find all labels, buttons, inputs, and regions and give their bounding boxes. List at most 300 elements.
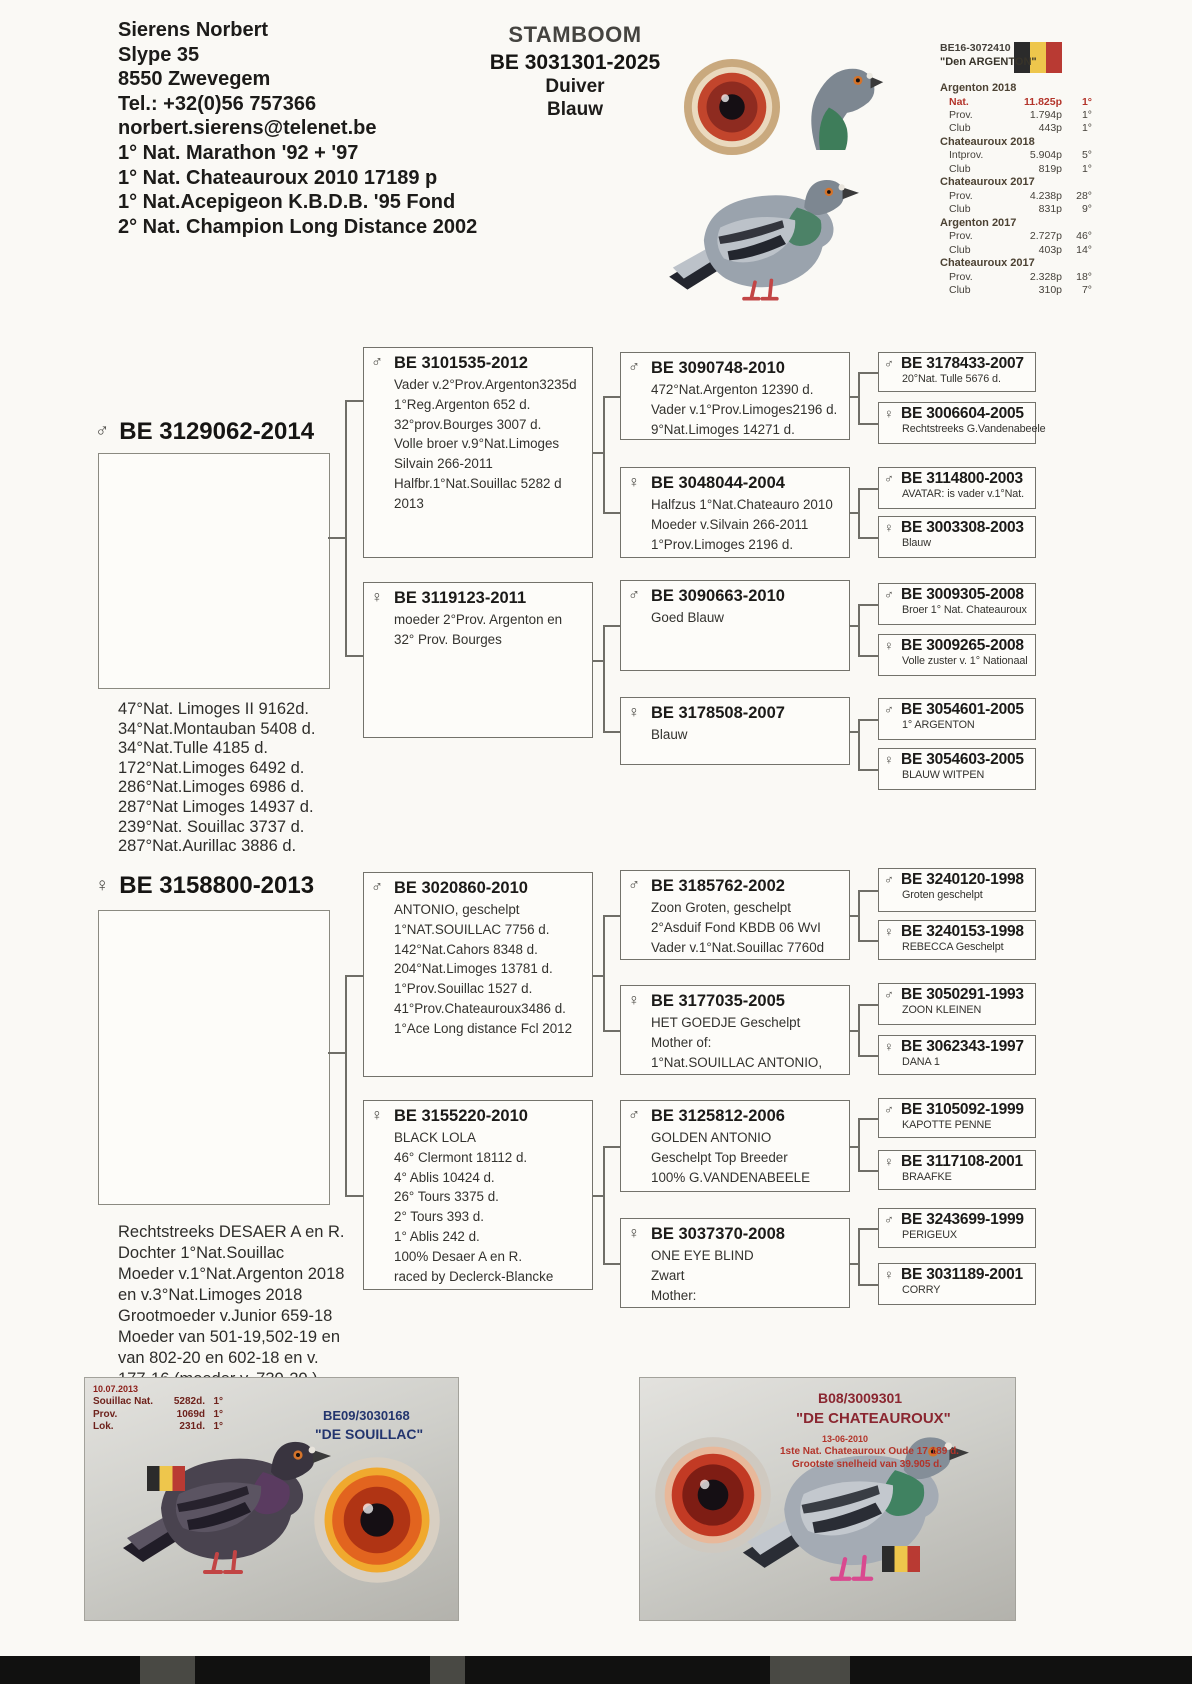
pigeon-head-photo — [792, 46, 884, 150]
result-count: 11.825p — [1024, 95, 1062, 108]
female-icon: ♀ — [371, 589, 383, 606]
subject-sex: Duiver — [545, 76, 605, 97]
ring-number: BE 3031189-2001 — [901, 1266, 1023, 1283]
female-icon: ♀ — [95, 875, 110, 896]
ring-number: BE 3048044-2004 — [651, 474, 785, 492]
sire-result-line: 47°Nat. Limoges II 9162d. — [118, 700, 309, 718]
result-label: Club — [949, 203, 971, 216]
male-icon: ♂ — [884, 987, 894, 1002]
pedigree-info-line: Goed Blauw — [651, 610, 724, 625]
pedigree-info-line: BRAAFKE — [902, 1171, 952, 1183]
race-date: 13-06-2010 — [822, 1434, 869, 1444]
pedigree-connector-line — [858, 604, 860, 655]
pedigree-info-line: 1°Reg.Argenton 652 d. — [394, 396, 531, 412]
result-rank: 7° — [1081, 284, 1092, 297]
pedigree-info-line: 2° Tours 393 d. — [394, 1209, 484, 1225]
pedigree-connector-line — [328, 1052, 345, 1054]
pedigree-box-BE-3105092-1999 — [878, 1098, 1036, 1138]
pedigree-box-BE-3048044-2004 — [620, 467, 850, 558]
pedigree-info-line: Rechtstreeks G.Vandenabeele — [902, 423, 1046, 435]
pedigree-info-line: 1°Prov.Souillac 1527 d. — [394, 981, 533, 997]
pedigree-info-line: 100% G.VANDENABEELE — [651, 1169, 811, 1185]
race-result-row — [93, 1421, 223, 1434]
pedigree-info-line: Halfzus 1°Nat.Chateauro 2010 — [651, 497, 833, 512]
male-icon: ♂ — [628, 1107, 640, 1124]
photo-pigeon-name: "DE CHATEAUROUX" — [796, 1410, 951, 1427]
male-icon: ♂ — [884, 872, 894, 887]
race-result-row — [93, 1409, 223, 1422]
pedigree-info-line: Geschelpt Top Breeder — [651, 1149, 788, 1165]
result-label: Nat. — [949, 95, 969, 108]
ring-number: BE 3105092-1999 — [901, 1101, 1024, 1118]
pedigree-box-BE-3240120-1998 — [878, 868, 1036, 912]
pigeon-eye-photo — [683, 58, 781, 156]
result-row — [940, 203, 1092, 216]
pedigree-box-BE-3177035-2005 — [620, 985, 850, 1075]
pedigree-info-line: Silvain 266-2011 — [394, 456, 493, 472]
male-icon: ♂ — [884, 471, 894, 486]
pedigree-info-line: 142°Nat.Cahors 8348 d. — [394, 941, 538, 957]
pedigree-box-BE-3117108-2001 — [878, 1150, 1036, 1190]
pedigree-connector-line — [858, 655, 878, 657]
pedigree-box-BE-3009265-2008 — [878, 634, 1036, 676]
pedigree-connector-line — [850, 915, 858, 917]
female-icon: ♀ — [628, 992, 640, 1009]
scan-edge-notch — [140, 1656, 195, 1684]
pedigree-connector-line — [603, 915, 620, 917]
owner-phone: Tel.: +32(0)56 757366 — [118, 92, 317, 115]
subject-ring-number: BE 3031301-2025 — [489, 51, 661, 74]
result-label: Club — [949, 122, 971, 135]
dam-ring-label — [95, 872, 314, 900]
result-count: 310p — [1038, 284, 1062, 297]
dam-note-line: Moeder v.1°Nat.Argenton 2018 — [118, 1265, 345, 1283]
male-icon: ♂ — [884, 356, 894, 371]
pedigree-connector-line — [593, 452, 603, 454]
sire-result-line: 287°Nat.Aurillac 3886 d. — [118, 837, 297, 856]
pedigree-connector-line — [603, 1030, 620, 1032]
result-count: 1.794p — [1029, 109, 1062, 121]
sire-ring-label — [95, 418, 314, 446]
pedigree-info-line: BLACK LOLA — [394, 1130, 476, 1145]
dam-note-line: Dochter 1°Nat.Souillac — [118, 1244, 285, 1262]
pedigree-connector-line — [858, 1118, 878, 1120]
race-result-row — [93, 1396, 223, 1409]
female-icon: ♀ — [628, 474, 640, 491]
male-icon: ♂ — [628, 359, 640, 376]
male-icon: ♂ — [884, 1212, 894, 1227]
pedigree-box-BE-3125812-2006 — [620, 1100, 850, 1192]
pedigree-connector-line — [858, 1004, 878, 1006]
pedigree-info-line: 32° Prov. Bourges — [394, 631, 502, 647]
belgian-flag-icon — [147, 1466, 185, 1491]
result-section-title: Argenton 2017 — [940, 216, 1017, 229]
pedigree-box-BE-3062343-1997 — [878, 1035, 1036, 1075]
result-section-title: Chateauroux 2017 — [940, 257, 1035, 270]
pedigree-info-line: ANTONIO, geschelpt — [394, 902, 520, 917]
result-count: 2.328p — [1029, 270, 1062, 283]
result-row — [940, 190, 1092, 203]
female-icon: ♀ — [884, 924, 894, 939]
featured-results-table — [940, 82, 1092, 297]
dam-note-line: van 802-20 en 602-18 en v. — [118, 1349, 319, 1367]
ring-number: BE 3119123-2011 — [394, 589, 527, 607]
result-row — [940, 163, 1092, 176]
sire-result-line: 172°Nat.Limoges 6492 d. — [118, 758, 305, 777]
pedigree-info-line: 1° ARGENTON — [902, 719, 975, 731]
pedigree-info-line: 1°Prov.Limoges 2196 d. — [651, 536, 794, 552]
result-label: Club — [949, 162, 971, 175]
sire-notes — [118, 700, 315, 857]
result-row — [940, 122, 1092, 135]
male-icon: ♂ — [628, 587, 640, 604]
pedigree-info-line: KAPOTTE PENNE — [902, 1119, 992, 1131]
pedigree-info-line: 1° Ablis 242 d. — [394, 1228, 480, 1244]
owner-achievements — [118, 141, 477, 239]
pedigree-box-BE-3119123-2011 — [363, 582, 593, 738]
race-result-line: Grootste snelheid van 39.905 d. — [792, 1459, 943, 1470]
pedigree-connector-line — [345, 400, 347, 655]
owner-block — [118, 18, 477, 239]
ring-number: BE 3003308-2003 — [901, 519, 1024, 536]
pedigree-info-line: Vader v.1°Prov.Limoges2196 d. — [651, 401, 838, 417]
owner-email: norbert.sierens@telenet.be — [118, 117, 377, 140]
pedigree-connector-line — [858, 1228, 878, 1230]
pedigree-connector-line — [345, 975, 347, 1195]
pedigree-box-BE-3185762-2002 — [620, 870, 850, 960]
pedigree-connector-line — [858, 537, 878, 539]
pedigree-info-line: 32°prov.Bourges 3007 d. — [394, 416, 542, 432]
pedigree-info-line: Blauw — [902, 537, 931, 549]
pedigree-info-line: ZOON KLEINEN — [902, 1004, 982, 1016]
owner-street: Slype 35 — [118, 43, 200, 66]
pedigree-box-BE-3031189-2001 — [878, 1263, 1036, 1305]
pedigree-info-line: AVATAR: is vader v.1°Nat. — [902, 488, 1025, 500]
pedigree-box-BE-3114800-2003 — [878, 467, 1036, 509]
result-rank: 1° — [1081, 95, 1092, 108]
result-count: 819p — [1038, 162, 1062, 175]
owner-city: 8550 Zwevegem — [118, 68, 271, 91]
pedigree-connector-line — [850, 1263, 858, 1265]
pedigree-box-BE-3243699-1999 — [878, 1208, 1036, 1248]
featured-pigeon-name: "Den ARGENTON" — [940, 56, 1037, 68]
ring-number: BE 3114800-2003 — [901, 470, 1023, 487]
pedigree-info-line: Mother: — [651, 1287, 697, 1303]
sire-result-line: 34°Nat.Tulle 4185 d. — [118, 739, 268, 758]
result-rank: 18° — [1076, 270, 1092, 283]
ring-number: BE 3178508-2007 — [651, 704, 785, 722]
result-rank: 5° — [1081, 149, 1092, 162]
pedigree-box-BE-3101535-2012 — [363, 347, 593, 558]
pedigree-info-line: DANA 1 — [902, 1056, 940, 1068]
pedigree-box-BE-3090663-2010 — [620, 580, 850, 671]
ring-number: BE 3177035-2005 — [651, 992, 785, 1010]
pedigree-box-BE-3009305-2008 — [878, 583, 1036, 625]
male-icon: ♂ — [884, 1102, 894, 1117]
ring-number: BE 3050291-1993 — [901, 986, 1024, 1003]
pedigree-info-line: Halfbr.1°Nat.Souillac 5282 d — [394, 475, 562, 491]
pedigree-info-line: Zwart — [651, 1267, 685, 1283]
sire-photo-placeholder — [98, 453, 330, 689]
race-result-line: 1ste Nat. Chateauroux Oude 17 189 d. — [780, 1446, 959, 1457]
result-section-title: Argenton 2018 — [940, 82, 1017, 94]
pedigree-connector-line — [858, 890, 878, 892]
pedigree-connector-line — [603, 396, 620, 398]
pedigree-connector-line — [858, 1055, 878, 1057]
ring-number: BE 3178433-2007 — [901, 355, 1024, 372]
dam-notes — [118, 1222, 345, 1390]
race-date: 10.07.2013 — [93, 1384, 139, 1394]
dam-photo-placeholder — [98, 910, 330, 1205]
pedigree-connector-line — [345, 975, 363, 977]
result-row — [940, 96, 1092, 109]
pedigree-box-BE-3054603-2005 — [878, 748, 1036, 790]
result-row — [940, 149, 1092, 162]
pedigree-connector-line — [858, 1228, 860, 1284]
pedigree-info-line: 46° Clermont 18112 d. — [394, 1149, 528, 1165]
pedigree-box-BE-3003308-2003 — [878, 516, 1036, 558]
race-result-cell: Souillac Nat. — [93, 1396, 154, 1407]
photo-de-chateauroux — [640, 1378, 1015, 1620]
pigeon-photo — [656, 160, 874, 306]
featured-ring-number: BE16-3072410 — [940, 42, 1011, 54]
female-icon: ♀ — [884, 406, 894, 421]
ring-number: BE 3125812-2006 — [651, 1107, 785, 1125]
male-icon: ♂ — [884, 702, 894, 717]
dam-note-line: Moeder van 501-19,502-19 en — [118, 1328, 340, 1346]
pedigree-info-line: 204°Nat.Limoges 13781 d. — [394, 961, 553, 977]
result-rank: 1° — [1081, 122, 1092, 135]
ring-number: BE 3117108-2001 — [901, 1153, 1023, 1170]
pedigree-info-line: GOLDEN ANTONIO — [651, 1130, 772, 1145]
pedigree-connector-line — [603, 915, 605, 1030]
result-label: Prov. — [949, 109, 973, 121]
race-result-cell: 1069d — [176, 1408, 205, 1420]
sire-result-line: 34°Nat.Montauban 5408 d. — [118, 719, 316, 738]
ring-number: BE 3037370-2008 — [651, 1225, 785, 1243]
sire-result-line: 239°Nat. Souillac 3737 d. — [118, 817, 305, 836]
pedigree-info-line: Broer 1° Nat. Chateauroux — [902, 604, 1027, 616]
ring-number: BE 3129062-2014 — [119, 418, 315, 445]
race-result-cell: 231d. — [179, 1421, 205, 1432]
female-icon: ♀ — [628, 1225, 640, 1242]
pedigree-connector-line — [603, 731, 620, 733]
pedigree-info-line: Zoon Groten, geschelpt — [651, 900, 791, 915]
pedigree-connector-line — [345, 400, 363, 402]
result-label: Intprov. — [949, 149, 984, 162]
ring-number: BE 3054601-2005 — [901, 701, 1024, 718]
sire-result-line: 287°Nat Limoges 14937 d. — [118, 797, 314, 816]
race-result-cell: 1° — [213, 1408, 223, 1420]
pedigree-info-line: Vader v.2°Prov.Argenton3235d — [394, 377, 577, 392]
result-count: 831p — [1038, 203, 1062, 216]
pedigree-info-line: 26° Tours 3375 d. — [394, 1189, 499, 1205]
pedigree-info-line: Moeder v.Silvain 266-2011 — [651, 516, 809, 532]
subject-color: Blauw — [547, 99, 603, 120]
pedigree-connector-line — [603, 512, 620, 514]
ring-number: BE 3009265-2008 — [901, 637, 1024, 654]
pedigree-connector-line — [850, 731, 858, 733]
photo-ring-number: B08/3009301 — [818, 1390, 903, 1406]
pedigree-info-line: Vader v.1°Nat.Souillac 7760d — [651, 939, 825, 955]
pedigree-info-line: 1°Nat.SOUILLAC ANTONIO, — [651, 1054, 823, 1070]
female-icon: ♀ — [884, 1039, 894, 1054]
race-result-cell: Lok. — [93, 1421, 114, 1432]
race-result-cell: 5282d. — [173, 1396, 205, 1407]
female-icon: ♀ — [884, 638, 894, 653]
pedigree-connector-line — [850, 396, 858, 398]
result-row — [940, 109, 1092, 122]
owner-achievement-line: 1° Nat.Acepigeon K.B.D.B. '95 Fond — [118, 191, 456, 214]
photo-pigeon-name: "DE SOUILLAC" — [315, 1426, 424, 1442]
pigeon-eye-closeup — [654, 1436, 772, 1554]
photo-results-overlay — [93, 1384, 223, 1434]
result-count: 5.904p — [1029, 149, 1062, 162]
title-block — [430, 22, 720, 121]
scan-edge-strip — [0, 1656, 1192, 1684]
pedigree-connector-line — [593, 975, 603, 977]
result-row — [940, 271, 1092, 284]
pedigree-info-line: 472°Nat.Argenton 12390 d. — [651, 382, 814, 397]
result-rank: 14° — [1076, 243, 1092, 256]
pedigree-box-BE-3054601-2005 — [878, 698, 1036, 740]
pedigree-connector-line — [850, 512, 858, 514]
pedigree-connector-line — [858, 719, 860, 769]
pedigree-info-line: 2013 — [394, 495, 424, 511]
pedigree-info-line: 1°NAT.SOUILLAC 7756 d. — [394, 921, 550, 937]
result-row — [940, 230, 1092, 243]
pedigree-connector-line — [850, 1030, 858, 1032]
female-icon: ♀ — [628, 704, 640, 721]
pedigree-info-line: HET GOEDJE Geschelpt — [651, 1015, 801, 1030]
pedigree-info-line: raced by Declerck-Blancke — [394, 1268, 554, 1284]
result-row — [940, 284, 1092, 297]
female-icon: ♀ — [884, 1154, 894, 1169]
dark-pigeon-photo — [113, 1416, 343, 1584]
pedigree-connector-line — [858, 940, 878, 942]
ring-number: BE 3155220-2010 — [394, 1107, 528, 1125]
dam-note-line: en v.3°Nat.Limoges 2018 — [118, 1286, 303, 1304]
pedigree-info-line: 20°Nat. Tulle 5676 d. — [902, 373, 1001, 385]
result-label: Club — [949, 284, 971, 297]
pedigree-box-BE-3050291-1993 — [878, 983, 1036, 1025]
scan-edge-notch — [430, 1656, 465, 1684]
pedigree-info-line: 2°Asduif Fond KBDB 06 WvI — [651, 919, 821, 935]
pedigree-connector-line — [858, 372, 860, 423]
result-rank: 46° — [1076, 230, 1092, 243]
pedigree-info-line: ONE EYE BLIND — [651, 1248, 754, 1263]
pedigree-box-BE-3178433-2007 — [878, 352, 1036, 392]
belgian-flag-icon — [882, 1546, 920, 1572]
pedigree-box-BE-3178508-2007 — [620, 697, 850, 765]
pedigree-connector-line — [858, 604, 878, 606]
ring-number: BE 3185762-2002 — [651, 877, 785, 895]
pedigree-box-BE-3155220-2010 — [363, 1100, 593, 1290]
ring-number: BE 3243699-1999 — [901, 1211, 1024, 1228]
pedigree-connector-line — [858, 1118, 860, 1170]
sire-result-line: 286°Nat.Limoges 6986 d. — [118, 778, 305, 797]
pedigree-connector-line — [858, 719, 878, 721]
pedigree-connector-line — [603, 1146, 620, 1148]
pedigree-connector-line — [858, 1004, 860, 1055]
result-section-title: Chateauroux 2018 — [940, 135, 1035, 148]
female-icon: ♀ — [884, 752, 894, 767]
pedigree-connector-line — [603, 396, 605, 512]
pedigree-info-line: 41°Prov.Chateauroux3486 d. — [394, 1000, 566, 1016]
pedigree-info-line: Groten geschelpt — [902, 889, 983, 901]
pedigree-info-line: 1°Ace Long distance Fcl 2012 — [394, 1020, 573, 1036]
ring-number: BE 3090748-2010 — [651, 359, 785, 377]
pedigree-info-line: 100% Desaer A en R. — [394, 1248, 523, 1264]
pedigree-connector-line — [858, 890, 860, 940]
pedigree-connector-line — [858, 372, 878, 374]
result-count: 443p — [1038, 122, 1062, 135]
result-rank: 28° — [1076, 189, 1092, 202]
pedigree-connector-line — [858, 488, 878, 490]
result-rank: 1° — [1081, 109, 1092, 121]
pedigree-info-line: Volle broer v.9°Nat.Limoges — [394, 436, 560, 452]
pedigree-info-line: moeder 2°Prov. Argenton en — [394, 612, 563, 627]
ring-number: BE 3006604-2005 — [901, 405, 1024, 422]
ring-number: BE 3054603-2005 — [901, 751, 1024, 768]
result-section-title: Chateauroux 2017 — [940, 176, 1035, 189]
page-title: STAMBOOM — [508, 22, 642, 47]
pedigree-box-BE-3037370-2008 — [620, 1218, 850, 1308]
scan-edge-notch — [770, 1656, 850, 1684]
race-results — [93, 1396, 223, 1434]
owner-achievement-line: 1° Nat. Chateauroux 2010 17189 p — [118, 166, 438, 189]
pedigree-box-BE-3240153-1998 — [878, 920, 1036, 960]
male-icon: ♂ — [628, 877, 640, 894]
pedigree-connector-line — [603, 1263, 620, 1265]
pedigree-connector-line — [345, 1195, 363, 1197]
result-label: Prov. — [949, 230, 973, 243]
pedigree-connector-line — [858, 1170, 878, 1172]
pedigree-connector-line — [328, 537, 345, 539]
result-label: Prov. — [949, 270, 973, 283]
owner-achievement-line: 2° Nat. Champion Long Distance 2002 — [118, 215, 478, 238]
pedigree-connector-line — [850, 1146, 858, 1148]
ring-number: BE 3158800-2013 — [119, 872, 315, 899]
pedigree-info-line: 4° Ablis 10424 d. — [394, 1169, 495, 1185]
race-result-cell: Prov. — [93, 1408, 118, 1420]
female-icon: ♀ — [884, 1267, 894, 1282]
pedigree-connector-line — [858, 423, 878, 425]
pedigree-connector-line — [858, 1284, 878, 1286]
pedigree-connector-line — [593, 660, 603, 662]
pedigree-box-BE-3020860-2010 — [363, 872, 593, 1077]
ring-number: BE 3062343-1997 — [901, 1038, 1024, 1055]
pedigree-info-line: PERIGEUX — [902, 1229, 957, 1241]
dam-note-line: Rechtstreeks DESAER A en R. — [118, 1223, 345, 1241]
ring-number: BE 3009305-2008 — [901, 586, 1024, 603]
ring-number: BE 3240120-1998 — [901, 871, 1024, 888]
pedigree-connector-line — [858, 769, 878, 771]
pedigree-info-line: Volle zuster v. 1° Nationaal — [902, 655, 1028, 667]
race-result-cell: 1° — [213, 1421, 223, 1432]
result-rank: 9° — [1081, 203, 1092, 216]
ring-number: BE 3101535-2012 — [394, 354, 528, 372]
female-icon: ♀ — [371, 1107, 383, 1124]
result-count: 403p — [1038, 243, 1062, 256]
pedigree-box-BE-3006604-2005 — [878, 402, 1046, 444]
male-icon: ♂ — [95, 421, 110, 442]
male-icon: ♂ — [884, 587, 894, 602]
photo-ring-number: BE09/3030168 — [323, 1408, 410, 1423]
ring-number: BE 3020860-2010 — [394, 879, 528, 897]
pedigree-connector-line — [593, 1195, 603, 1197]
result-label: Prov. — [949, 189, 973, 202]
